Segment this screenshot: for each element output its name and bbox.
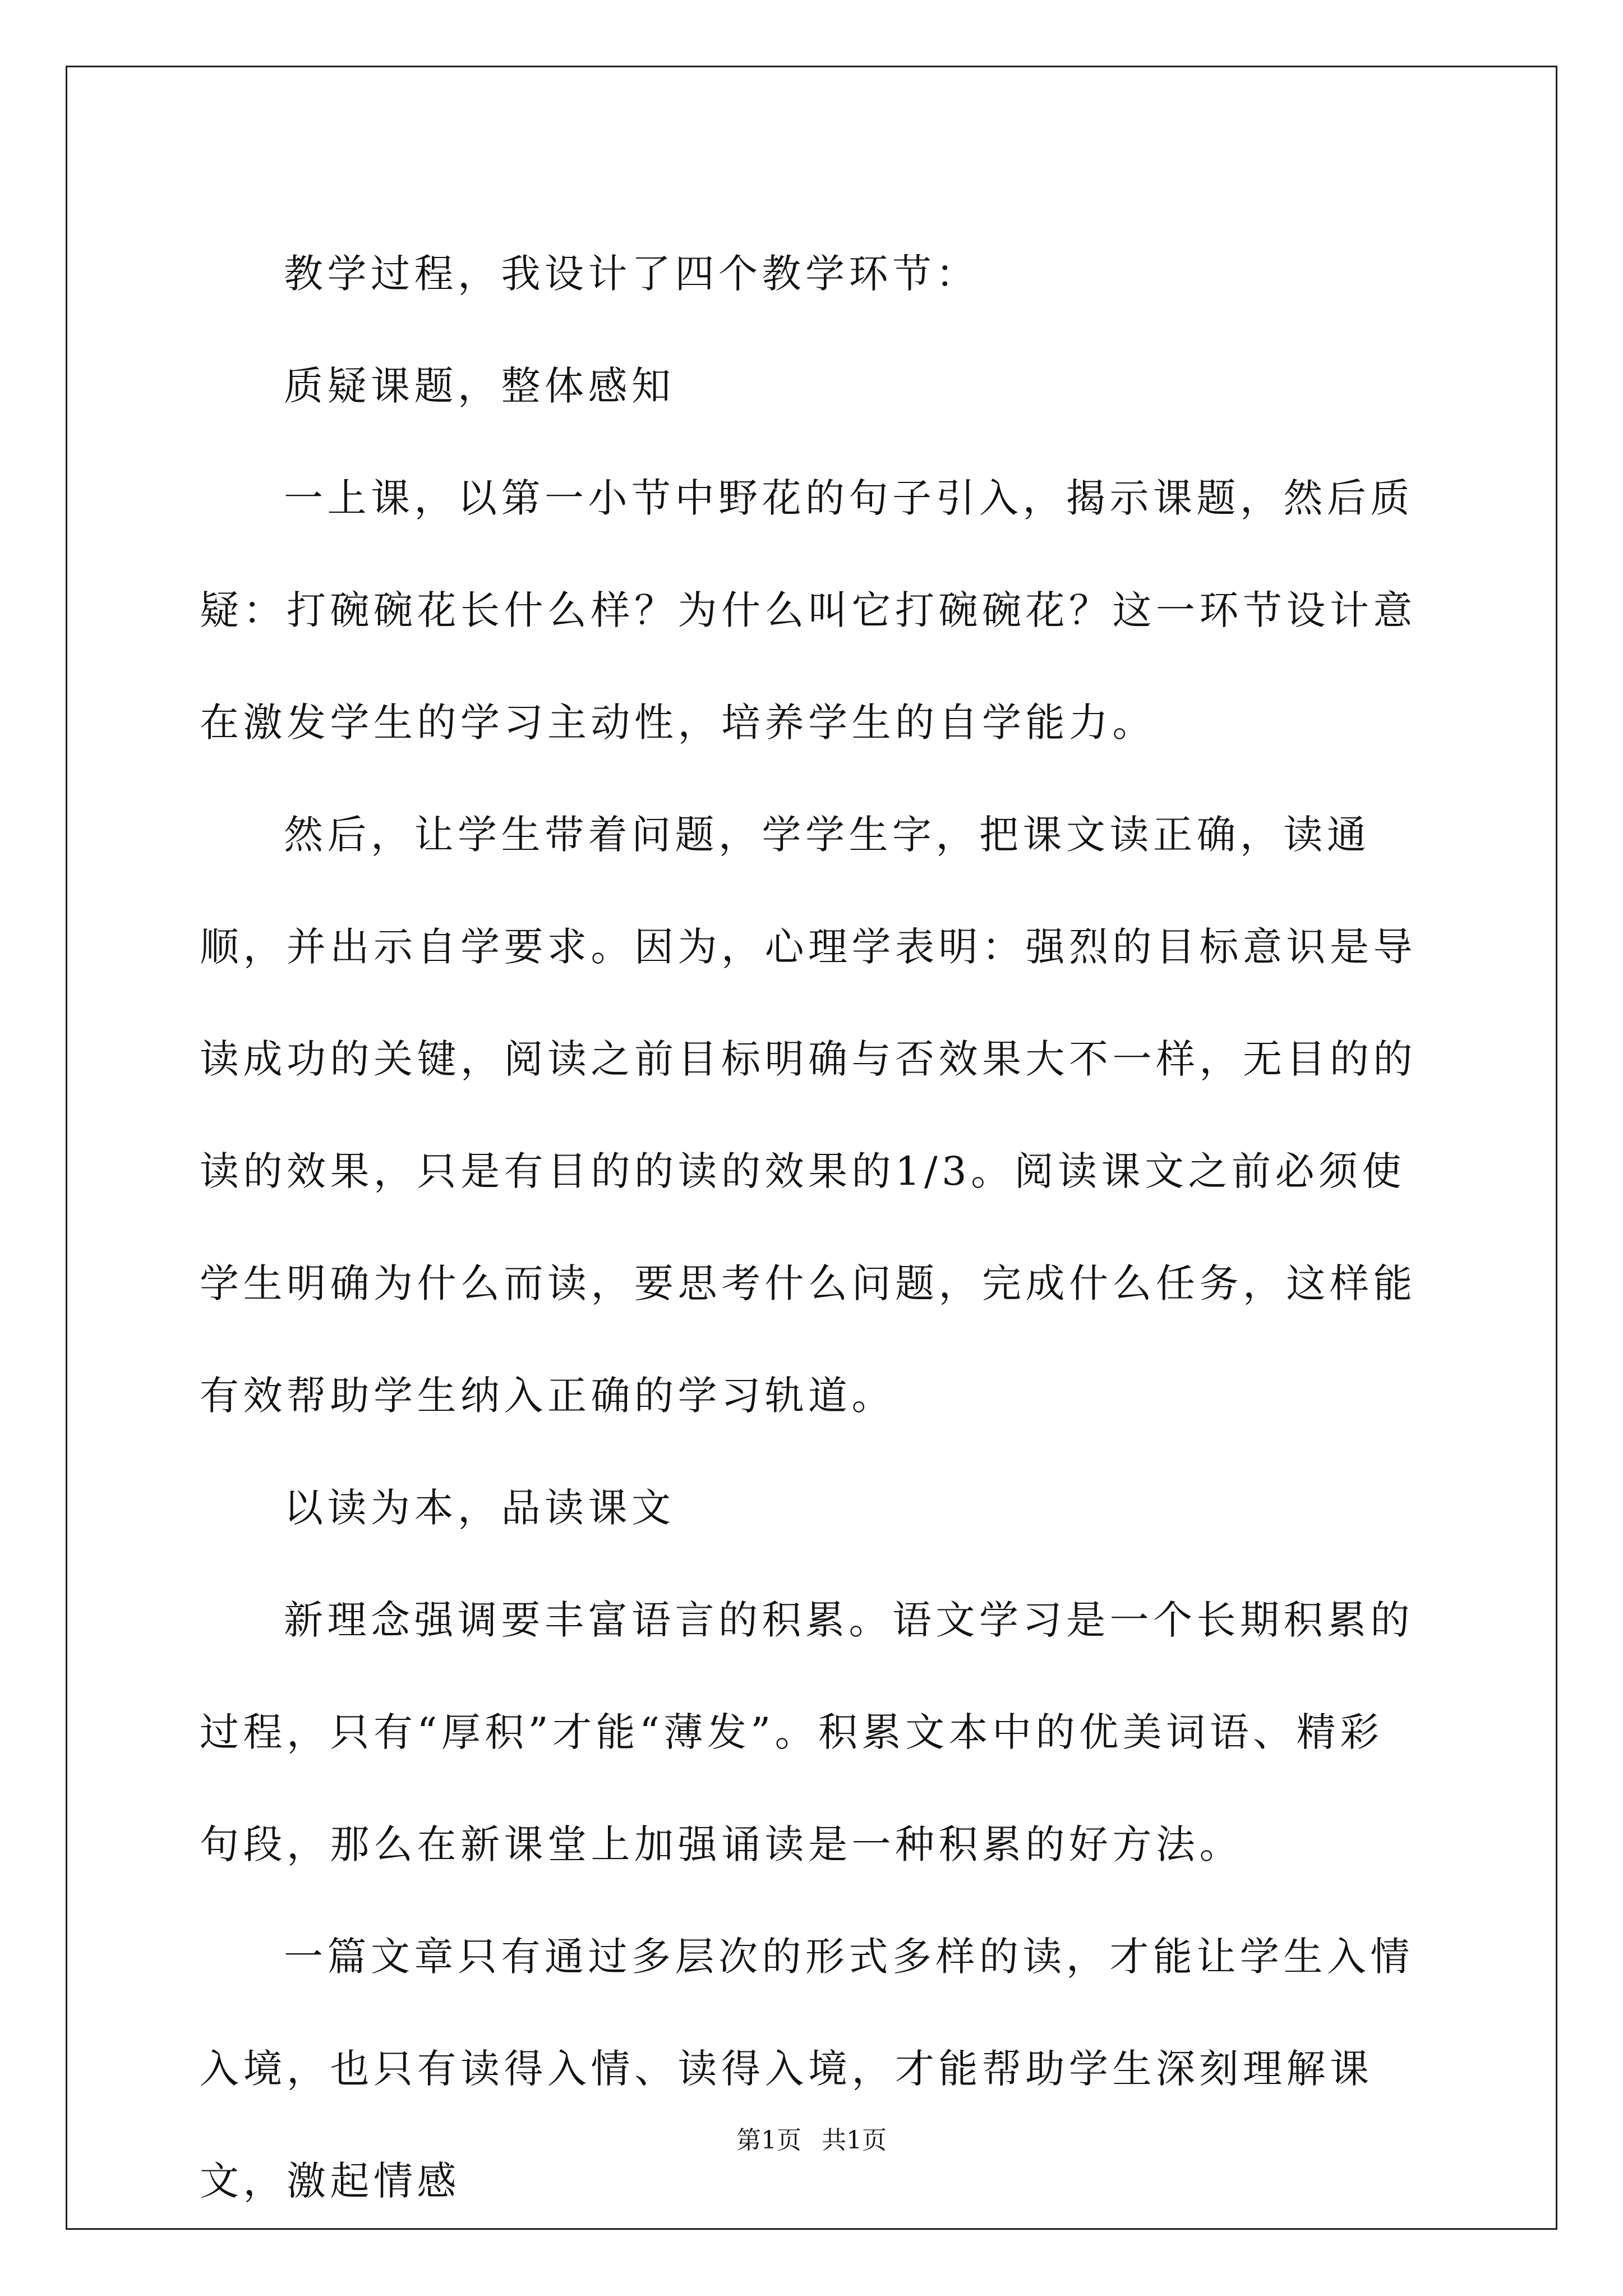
section-heading: 质疑课题，整体感知	[284, 363, 675, 409]
paragraph: 然后，让学生带着问题，学学生字，把课文读正确，读通顺，并出示自学要求。因为，心理学表明：强烈的目标意识是导读成功的关键，阅读之前目标明确与否效果大不一样，无目的的读的效果，只是有目的的读的效果的1/3。阅读课文之前必须使学生明确为什么而读，要思考什么问题，完成什么任务，这样能有效帮助学生纳入正确的学习轨道。	[200, 812, 1417, 1419]
paragraph: 教学过程，我设计了四个教学环节：	[284, 251, 979, 297]
document-body	[200, 218, 1422, 2237]
section-heading: 以读为本，品读课文	[284, 1485, 675, 1531]
paragraph: 一篇文章只有通过多层次的形式多样的读，才能让学生入情入境，也只有读得入情、读得入境，才能帮助学生深刻理解课文，激起情感	[200, 1934, 1414, 2204]
page-footer	[0, 2124, 1623, 2157]
paragraph: 一上课，以第一小节中野花的句子引入，揭示课题，然后质疑：打碗碗花长什么样？为什么叫它打碗碗花？这一环节设计意在激发学生的学习主动性，培养学生的自学能力。	[200, 475, 1417, 746]
page-number: 第1页	[736, 2126, 801, 2155]
page-total: 共1页	[822, 2126, 887, 2155]
paragraph: 新理念强调要丰富语言的积累。语文学习是一个长期积累的过程，只有“厚积”才能“薄发”。积累文本中的优美词语、精彩句段，那么在新课堂上加强诵读是一种积累的好方法。	[200, 1597, 1414, 1867]
